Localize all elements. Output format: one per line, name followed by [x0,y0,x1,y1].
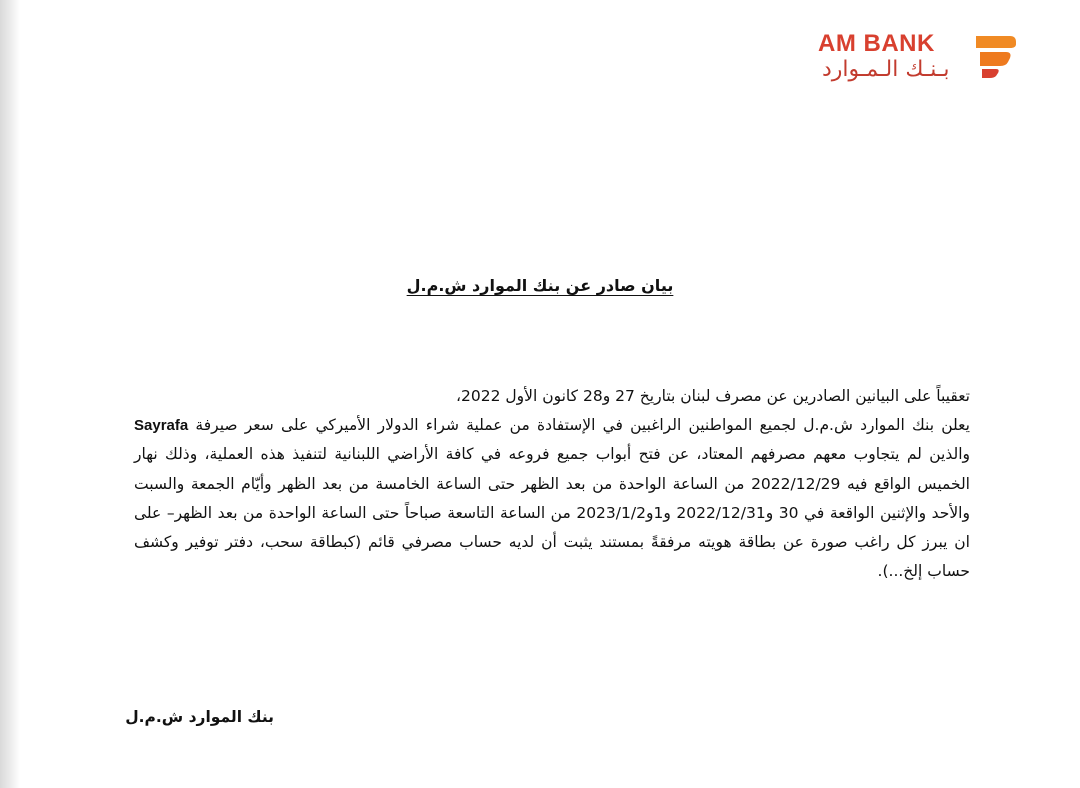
announcement-text-start: يعلن بنك الموارد ش.م.ل لجميع المواطنين الراغبين في الإستفادة من عملية شراء الدولار الأميركي على سعر صيرفة [195,416,970,435]
intro-paragraph: تعقيباً على البيانين الصادرين عن مصرف لبنان بتاريخ 27 و28 كانون الأول 2022، [456,387,970,405]
document-body [134,382,970,586]
page-shadow-edge [0,0,20,788]
signature: بنك الموارد ش.م.ل [125,708,274,726]
sayrafa-term: Sayrafa [134,417,189,435]
announcement-paragraph [134,411,970,586]
announcement-text-rest: والذين لم يتجاوب معهم مصرفهم المعتاد، عن فتح أبواب جميع فروعه في كافة الأراضي اللبنانية لتنفيذ هذه العملية، وذلك نهار الخميس الواقع فيه 2022/12/29 من الساعة الواحدة من بعد الظهر حتى الساعة الخامسة من بعد الظهر وأيّام الجمعة والسبت والأحد والإثنين الواقعة في 30 و2022/12/31 و1و2023/1/2 من الساعة التاسعة صباحاً حتى الساعة الواحدة من بعد الظهر– على ان يبرز كل راغب صورة عن بطاقة هويته مرفقةً بمستند يثبت أن لديه حساب مصرفي قائم (كبطاقة سحب، دفتر توفير وكشف حساب إلخ...). [134,445,970,581]
document-title: بيان صادر عن بنك الموارد ش.م.ل [406,276,674,295]
logo-mark-icon [972,32,1018,80]
bank-logo [818,30,1018,86]
logo-arabic-text: بـنـك الـمـوارد [822,57,950,82]
logo-latin-text: AM BANK [818,30,935,57]
